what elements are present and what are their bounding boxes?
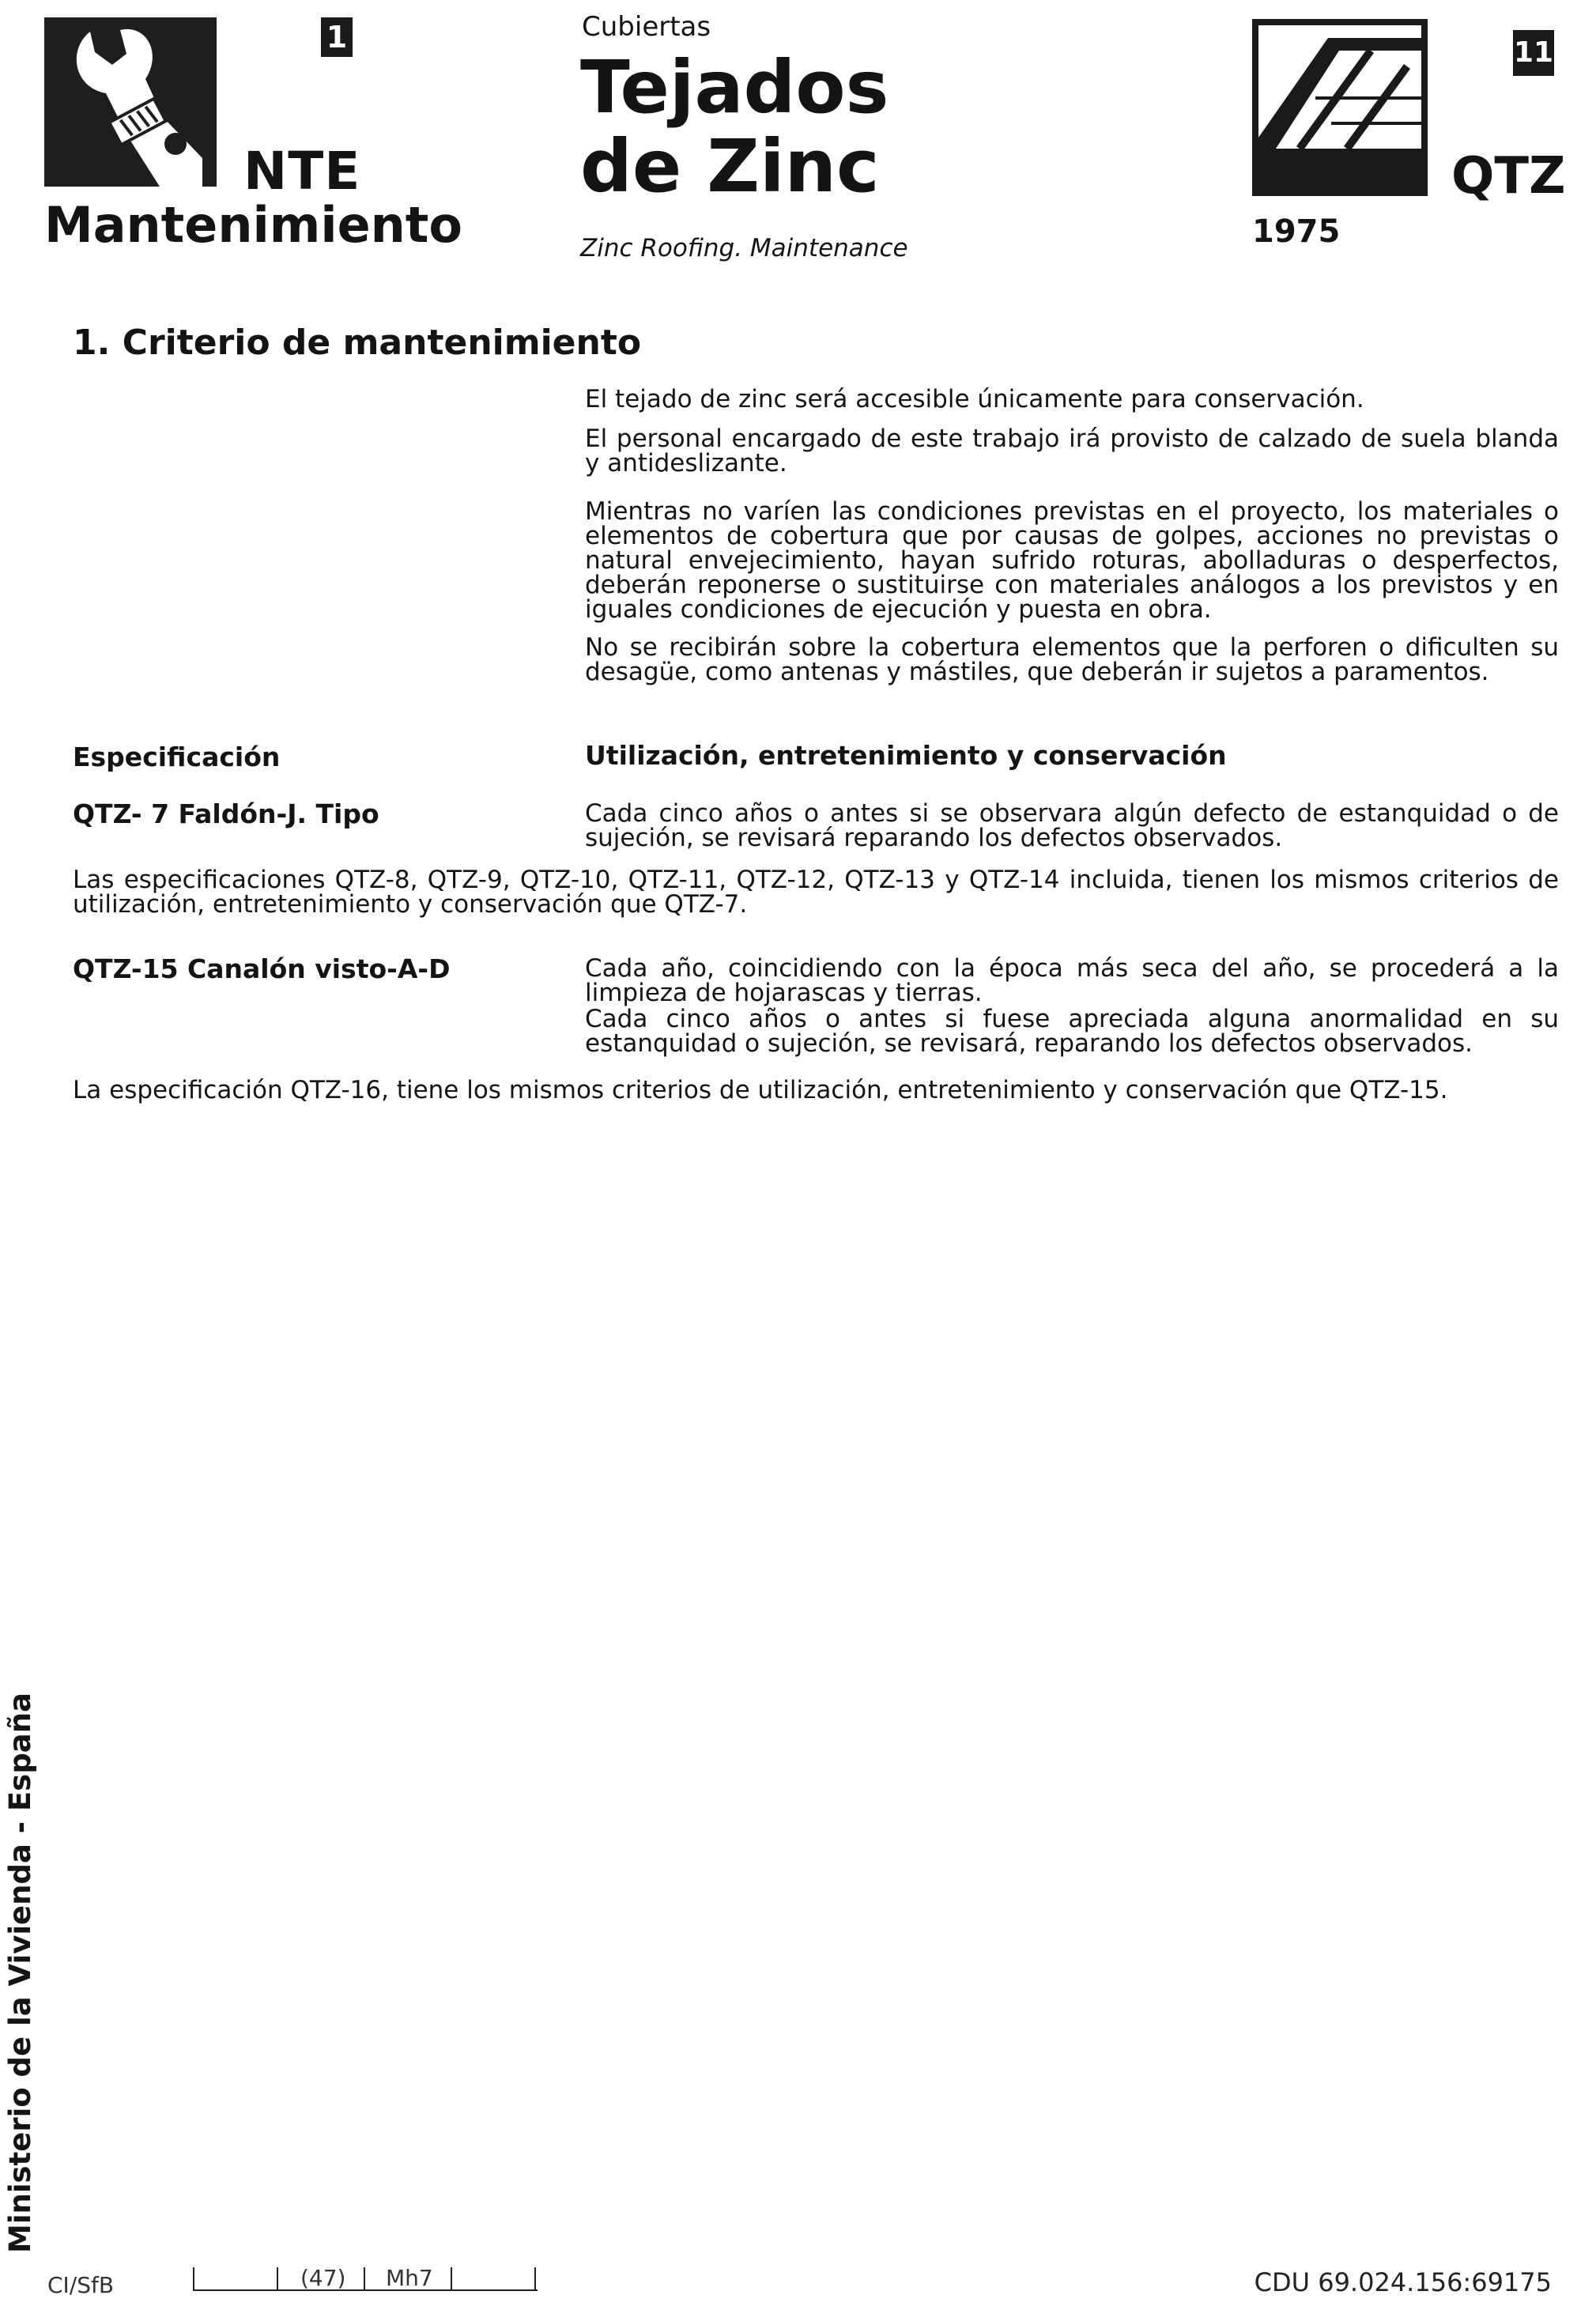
wrench-logo bbox=[44, 17, 217, 187]
cisfb-cell: (47) bbox=[277, 2267, 364, 2289]
criteria-paragraph: El tejado de zinc será accesible únicamente para conservación. bbox=[585, 385, 1364, 413]
spec-text-qtz15-a: Cada año, coincidiendo con la época más seca del año, se procederá a la limpieza de hojarascas y tierras. bbox=[585, 954, 1559, 1007]
zinc-roof-icon bbox=[1252, 19, 1428, 196]
cisfb-label: CI/SfB bbox=[47, 2272, 115, 2298]
category-label: Cubiertas bbox=[582, 11, 711, 43]
spec-label-qtz15: QTZ-15 Canalón visto-A-D bbox=[73, 953, 451, 984]
criteria-paragraph: Mientras no varíen las condiciones previstas en el proyecto, los materiales o elementos de cobertura que por causas de golpes, acciones no previstas o natural envejecimiento, hayan sufrido roturas, abolladuras o desperfectos, deberán reponerse o sustituirse con materiales análogos a los previstos y en iguales condiciones de ejecución y puesta en obra. bbox=[585, 497, 1559, 624]
cdu-code: CDU 69.024.156:69175 bbox=[1254, 2267, 1552, 2297]
english-subtitle: Zinc Roofing. Maintenance bbox=[580, 234, 908, 262]
ministry-label: Ministerio de la Vivienda - España bbox=[3, 1692, 37, 2253]
cisfb-cell bbox=[193, 2267, 277, 2289]
document-code: QTZ bbox=[1451, 147, 1566, 206]
page-title-line1: Tejados bbox=[580, 45, 889, 130]
wrench-icon bbox=[44, 17, 217, 187]
column-header-use: Utilización, entretenimiento y conservación bbox=[585, 740, 1227, 771]
spec-label-qtz7: QTZ- 7 Faldón-J. Tipo bbox=[73, 798, 379, 829]
chapter-badge: 1 bbox=[321, 17, 353, 57]
cisfb-cell: Mh7 bbox=[364, 2267, 451, 2289]
spec-text-qtz7: Cada cinco años o antes si se observara algún defecto de estanquidad o de sujeción, se revisará reparando los defectos observados. bbox=[585, 799, 1559, 852]
criteria-paragraph: El personal encargado de este trabajo irá provisto de calzado de suela blanda y antideslizante. bbox=[585, 425, 1559, 477]
section-heading: 1. Criterio de mantenimiento bbox=[73, 323, 642, 363]
nte-label: NTE bbox=[243, 141, 361, 202]
criteria-paragraph: No se recibirán sobre la cobertura elementos que la perforen o dificulten su desagüe, como antenas y mástiles, que deberán ir sujetos a paramentos. bbox=[585, 633, 1559, 686]
roof-diagram bbox=[1252, 19, 1428, 196]
column-header-spec: Especificación bbox=[73, 742, 281, 772]
spec-note-qtz15: La especificación QTZ-16, tiene los mismos criterios de utilización, entretenimiento y conservación que QTZ-15. bbox=[73, 1076, 1448, 1104]
spec-note-qtz7: Las especificaciones QTZ-8, QTZ-9, QTZ-10, QTZ-11, QTZ-12, QTZ-13 y QTZ-14 incluida, tienen los mismos criterios de utilización, entretenimiento y conservación que QTZ-7. bbox=[73, 866, 1559, 919]
sheet-number-badge: 11 bbox=[1513, 30, 1554, 76]
cisfb-cell bbox=[451, 2267, 536, 2289]
page-title-line2: de Zinc bbox=[580, 124, 880, 209]
series-label: Mantenimiento bbox=[44, 196, 463, 254]
publication-year: 1975 bbox=[1252, 213, 1341, 250]
spec-text-qtz15-b: Cada cinco años o antes si fuese apreciada alguna anormalidad en su estanquidad o sujeción, se revisará, reparando los defectos observados. bbox=[585, 1005, 1559, 1058]
